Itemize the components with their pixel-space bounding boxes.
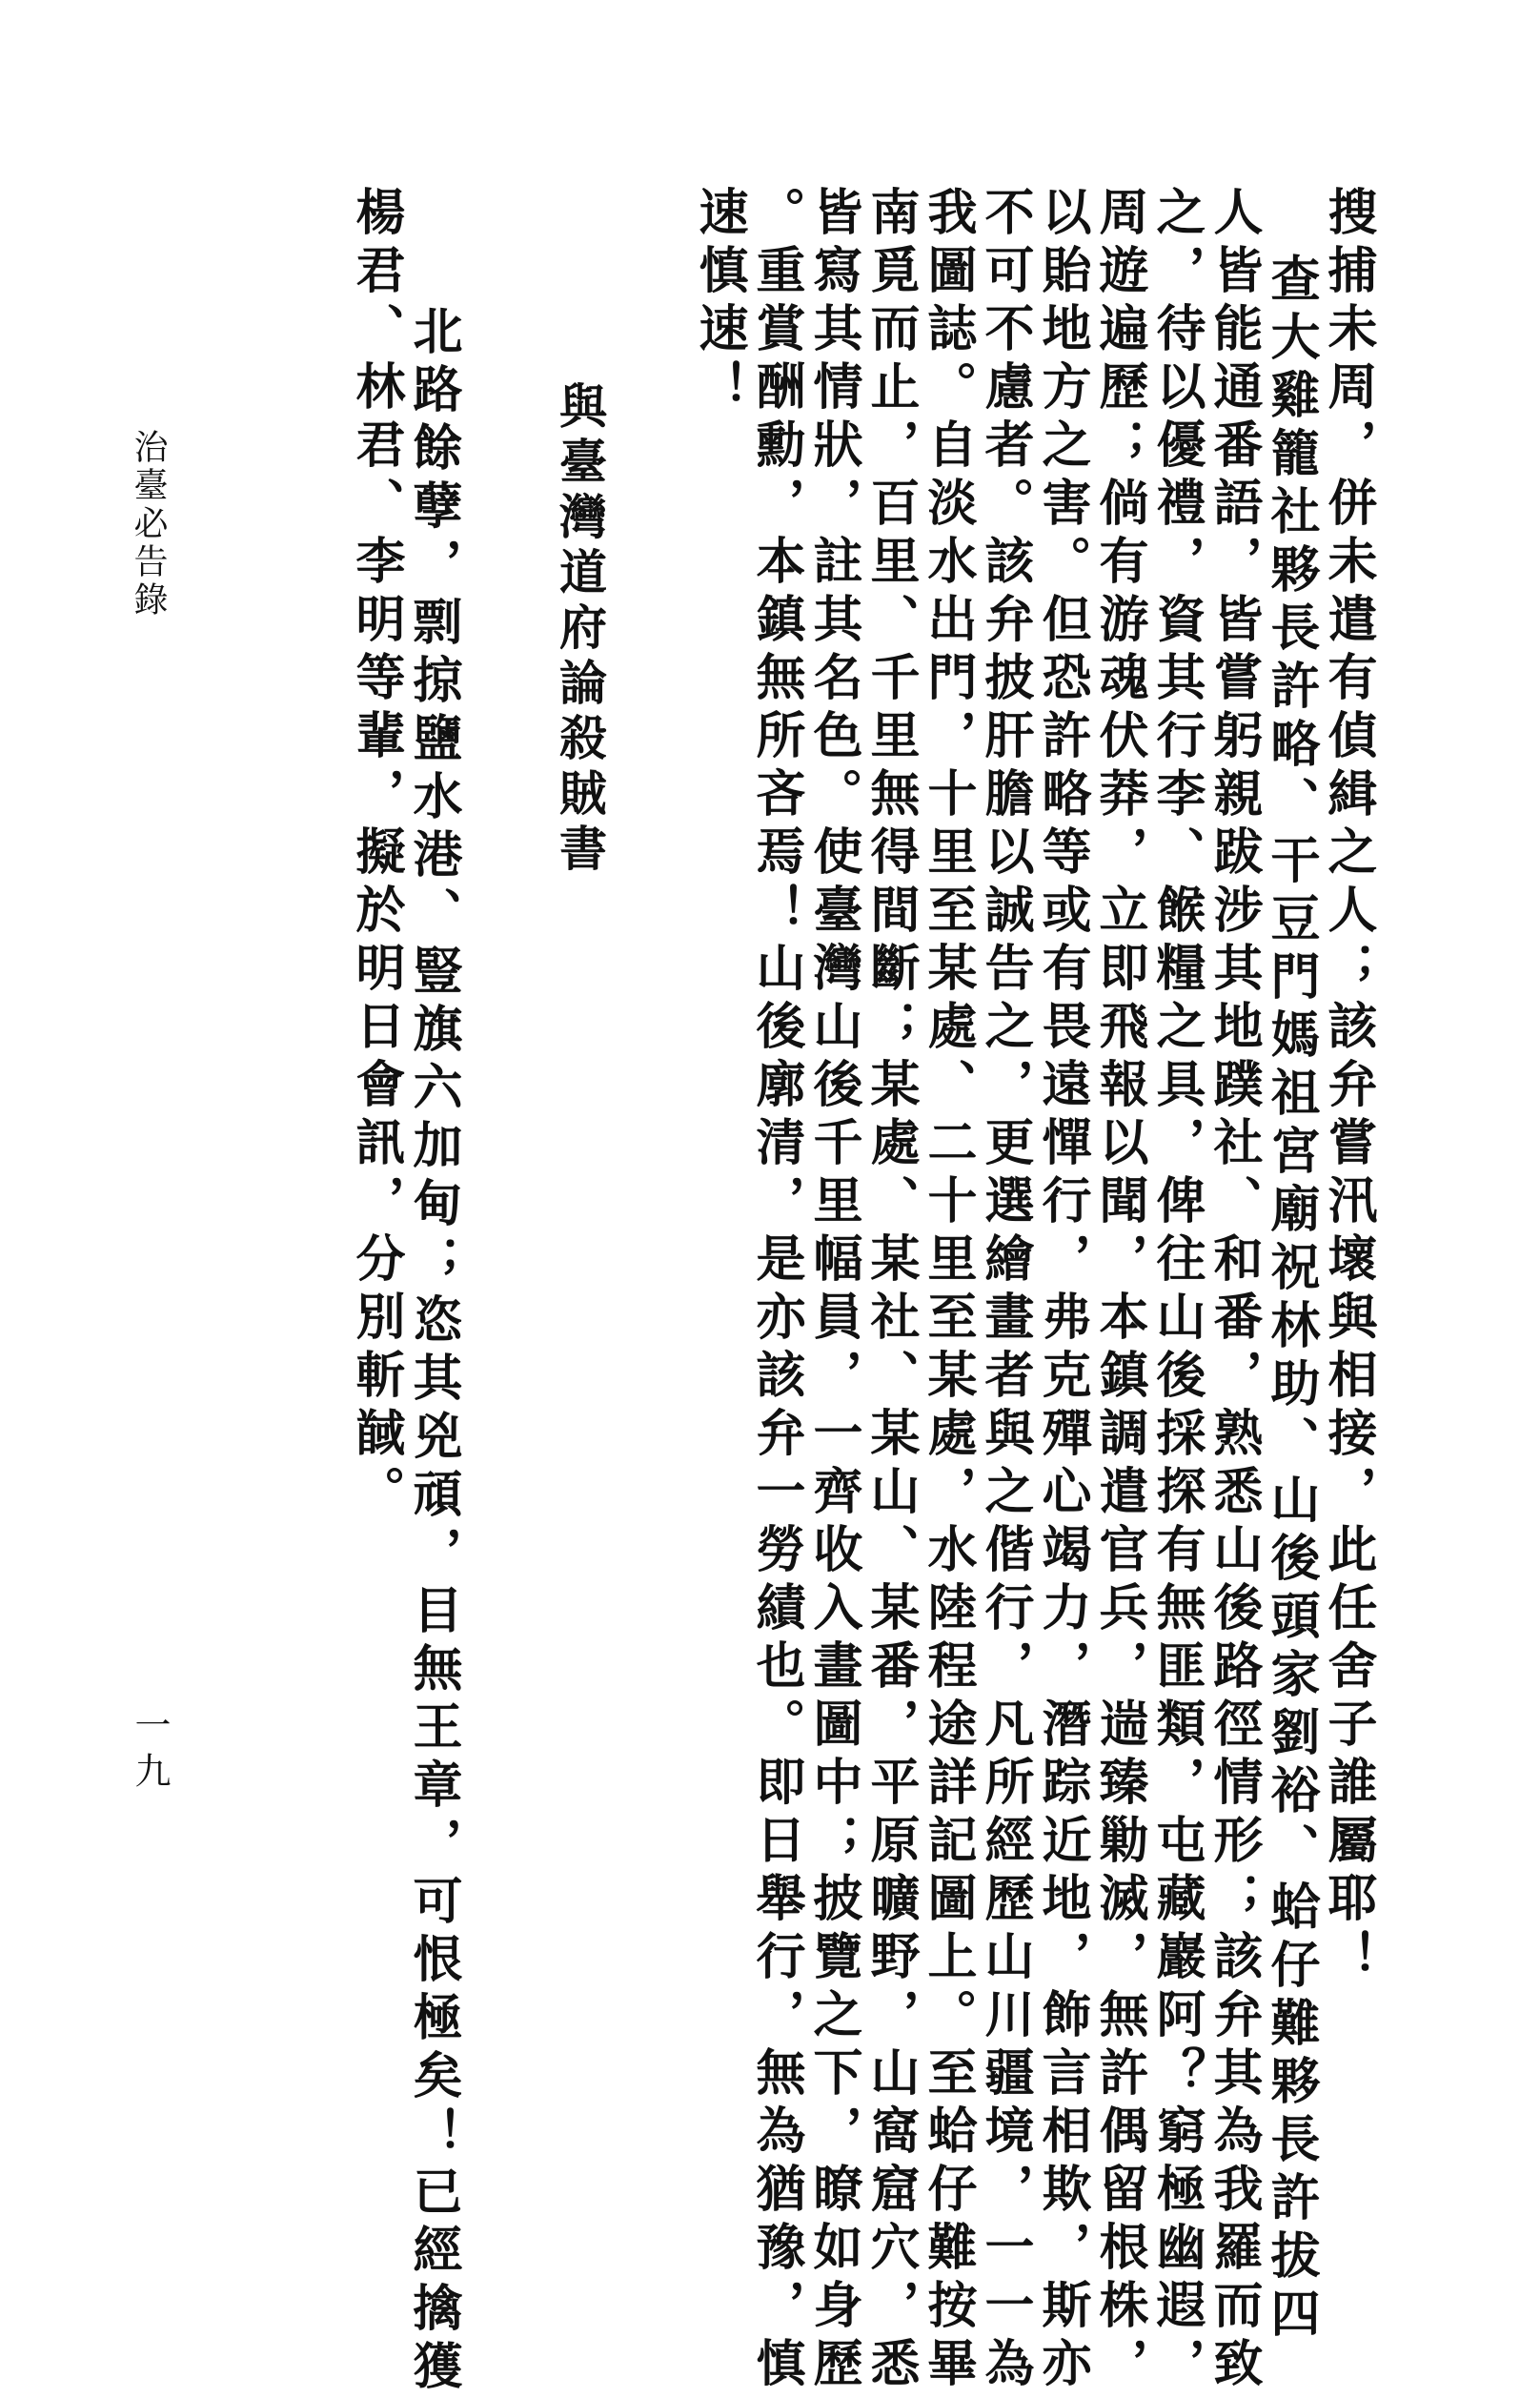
text-column-1: 搜捕未周，併未遣有偵緝之人；該弁嘗汛壞與相接，此任舍子誰屬耶！ (1319, 186, 1377, 1988)
text-column-6: 以貽地方之害。但恐許略等或有畏遠憚行，弗克殫心竭力，潛踪近地，飾言相欺，斯亦 (1033, 186, 1091, 2395)
text-column-10: 皆寫其情狀，註其名色。使臺灣山後千里幅員，一齊收入畫圖中；披覽之下，瞭如身歷 (804, 186, 862, 2395)
text-column-11: 。重賞酬勳，本鎮無所吝焉！山後廓清，是亦該弁一勞績也。即日舉行，無為猶豫，慎 (747, 186, 805, 2395)
text-column-8: 我圖誌。自淡水出門，十里至某處、二十里至某處，水陸程途詳記圖上。至蛤仔難按畢 (919, 186, 977, 2395)
text-column-5: 周遊遍歷；倘有游魂伏莽，立即飛報以聞，本鎮調遣官兵，遄臻勦滅，無許偶留根株， (1090, 186, 1148, 2395)
text-column-7: 不可不慮者。該弁披肝膽以誠告之，更選繪畫者與之偕行，凡所經歷山川疆境，一一為 (976, 186, 1034, 2395)
running-title: 治臺必告錄 (129, 429, 168, 620)
text-column-4: 之，待以優禮，資其行李、餱糧之具，俾往山後採探有無匪類，屯藏巖阿？窮極幽遐， (1147, 186, 1206, 2395)
text-column-2: 查大雞籠社夥長許略、干豆門媽祖宮廟祝林助、山後頭家劉裕、蛤仔難夥長許拔四 (1262, 253, 1320, 2346)
text-column-12: 速慎速！ (690, 186, 748, 418)
letter-column-2: 楊君、林君、李明等輩，擬於明日會訊，分別斬馘。 (347, 186, 405, 1523)
letter-column-1: 北路餘孽，剽掠鹽水港、豎旗六加甸；恣其兇頑，目無王章，可恨極矣！已經擒獲 (404, 305, 462, 2398)
page-number: 一九 (129, 1706, 171, 1798)
section-heading: 與臺灣道府論殺賊書 (552, 381, 608, 879)
text-column-9: 南覓而止，百里、千里無得間斷；某處、某社、某山、某番，平原曠野，山窩窟穴，悉 (861, 186, 920, 2395)
text-column-3: 人皆能通番語，皆嘗躬親跋涉其地蹼社、和番，熟悉山後路徑情形；該弁其為我羅而致 (1205, 186, 1263, 2395)
